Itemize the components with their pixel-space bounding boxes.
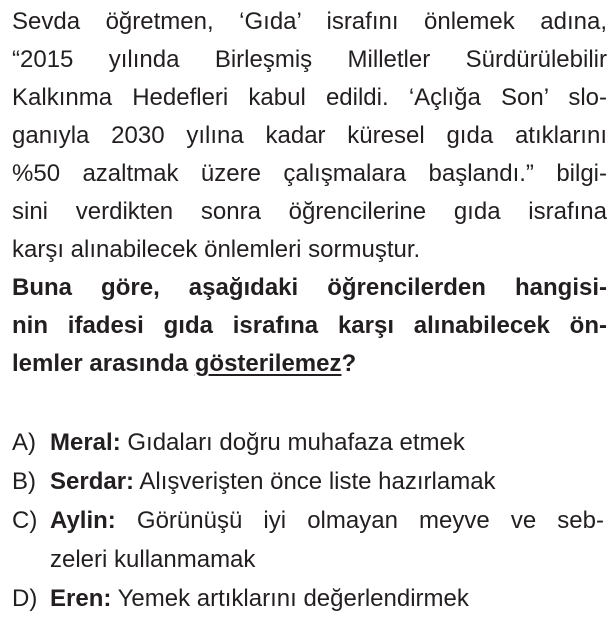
question-line — [12, 345, 607, 383]
option-text: Gıdaları doğru muhafaza etmek — [120, 429, 465, 456]
option-letter: B) — [12, 468, 36, 495]
passage-line: Sevda öğretmen, ‘Gıda’ israfını önlemek adına, — [12, 8, 607, 35]
option-letter: D) — [12, 585, 38, 612]
option-text: Alışverişten önce liste hazırlamak — [134, 468, 496, 495]
option-d[interactable] — [12, 579, 607, 618]
option-letter: C) — [12, 507, 38, 534]
option-student-name: Meral: — [50, 429, 121, 456]
passage-line: Kalkınma Hedefleri kabul edildi. ‘Açlığa Son’ slo- — [12, 84, 607, 111]
option-student-name: Serdar: — [50, 468, 135, 495]
underlined-keyword: gösterilemez — [194, 350, 342, 377]
option-b[interactable] — [12, 462, 607, 501]
passage-line: “2015 yılında Birleşmiş Milletler Sürdürülebilir — [12, 46, 607, 73]
option-letter: A) — [12, 429, 36, 456]
option-text: Görünüşü iyi olmayan meyve ve seb- — [115, 507, 604, 534]
passage-line: ganıyla 2030 yılına kadar küresel gıda atıklarını — [12, 122, 607, 149]
passage-line: karşı alınabilecek önlemleri sormuştur. — [12, 236, 421, 263]
option-student-name: Eren: — [50, 585, 112, 612]
option-a[interactable] — [12, 423, 607, 462]
question-stem — [12, 269, 607, 383]
question-line: Buna göre, aşağıdaki öğrencilerden hangisi- — [12, 274, 607, 301]
question-line: nin ifadesi gıda israfına karşı alınabilecek ön- — [12, 312, 607, 339]
question-line-prefix: lemler arasında — [12, 350, 195, 377]
passage-line: sini verdikten sonra öğrencilerine gıda israfına — [12, 198, 607, 225]
option-text-continuation: zeleri kullanmamak — [50, 546, 256, 573]
passage-line: %50 azaltmak üzere çalışmalara başlandı.” bilgi- — [12, 160, 607, 187]
option-text: Yemek artıklarını değerlendirmek — [111, 585, 469, 612]
option-student-name: Aylin: — [50, 507, 116, 534]
option-c[interactable] — [12, 501, 607, 579]
option-first-line — [50, 501, 604, 540]
passage-paragraph — [12, 3, 607, 269]
answer-options — [12, 423, 607, 618]
question-mark: ? — [341, 350, 357, 377]
